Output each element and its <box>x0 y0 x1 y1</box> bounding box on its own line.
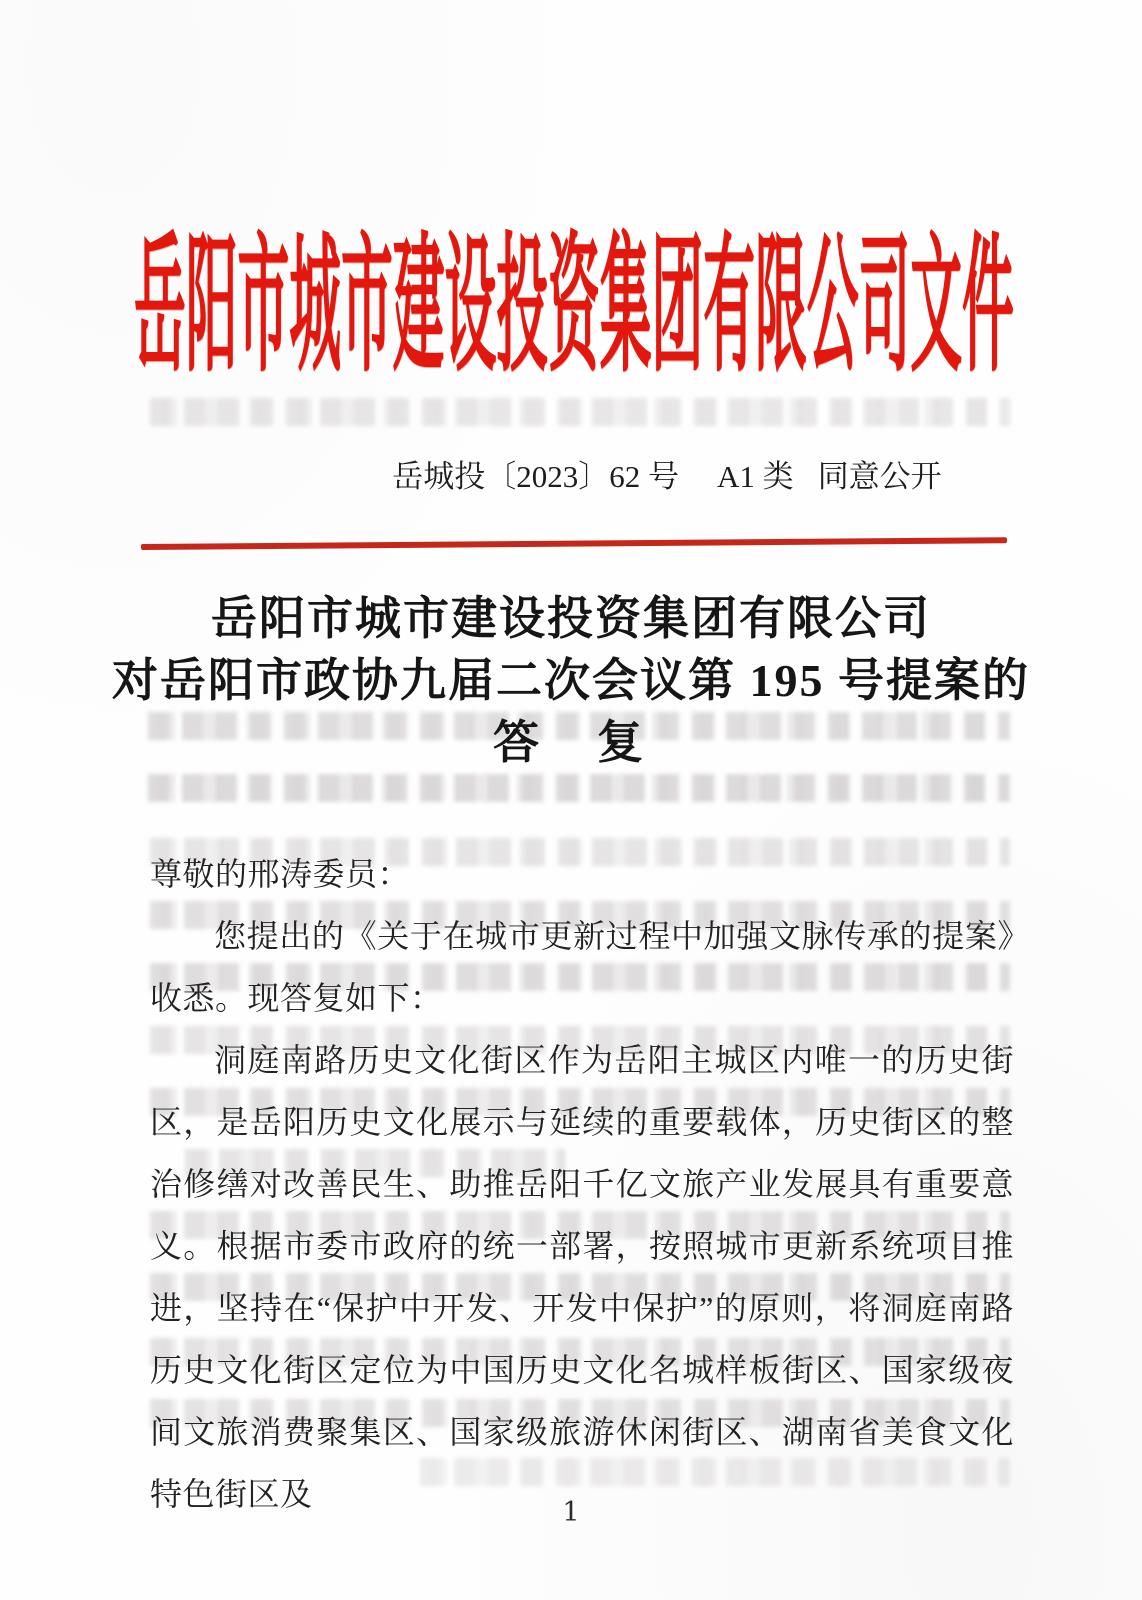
body-paragraph: 您提出的《关于在城市更新过程中加强文脉传承的提案》收悉。现答复如下： <box>150 918 1014 1016</box>
letter-body <box>150 843 1014 1525</box>
red-divider-line <box>141 537 1007 550</box>
letterhead-title: 岳阳市城市建设投资集团有限公司文件 <box>134 224 1014 390</box>
classification-label: A1 类 <box>717 459 794 494</box>
doc-number: 岳城投〔2023〕62 号 <box>392 459 680 494</box>
bleed-through-artifact <box>148 774 1010 802</box>
doc-number-row <box>96 456 1142 498</box>
salutation: 尊敬的邢涛委员： <box>150 856 411 892</box>
document-title-line-3: 答 复 <box>493 717 649 768</box>
page-number: 1 <box>562 1497 580 1528</box>
publicity-label: 同意公开 <box>817 459 942 494</box>
document-title <box>0 588 1142 774</box>
body-paragraph: 洞庭南路历史文化街区作为岳阳主城区内唯一的历史街区，是岳阳历史文化展示与延续的重要载体，历史街区的整治修缮对改善民生、助推岳阳千亿文旅产业发展具有重要意义。根据市委市政府的统一部署，按照城市更新系统项目推进，坚持在“保护中开发、开发中保护”的原则，将洞庭南路历史文化街区定位为中国历史文化名城样板街区、国家级夜间文旅消费聚集区、国家级旅游休闲街区、湖南省美食文化特色街区及 <box>150 1042 1014 1512</box>
document-title-line-2: 对岳阳市政协九届二次会议第 195 号提案的 <box>112 655 1030 706</box>
bleed-through-artifact <box>150 398 1010 426</box>
document-title-line-1: 岳阳市城市建设投资集团有限公司 <box>211 593 931 644</box>
